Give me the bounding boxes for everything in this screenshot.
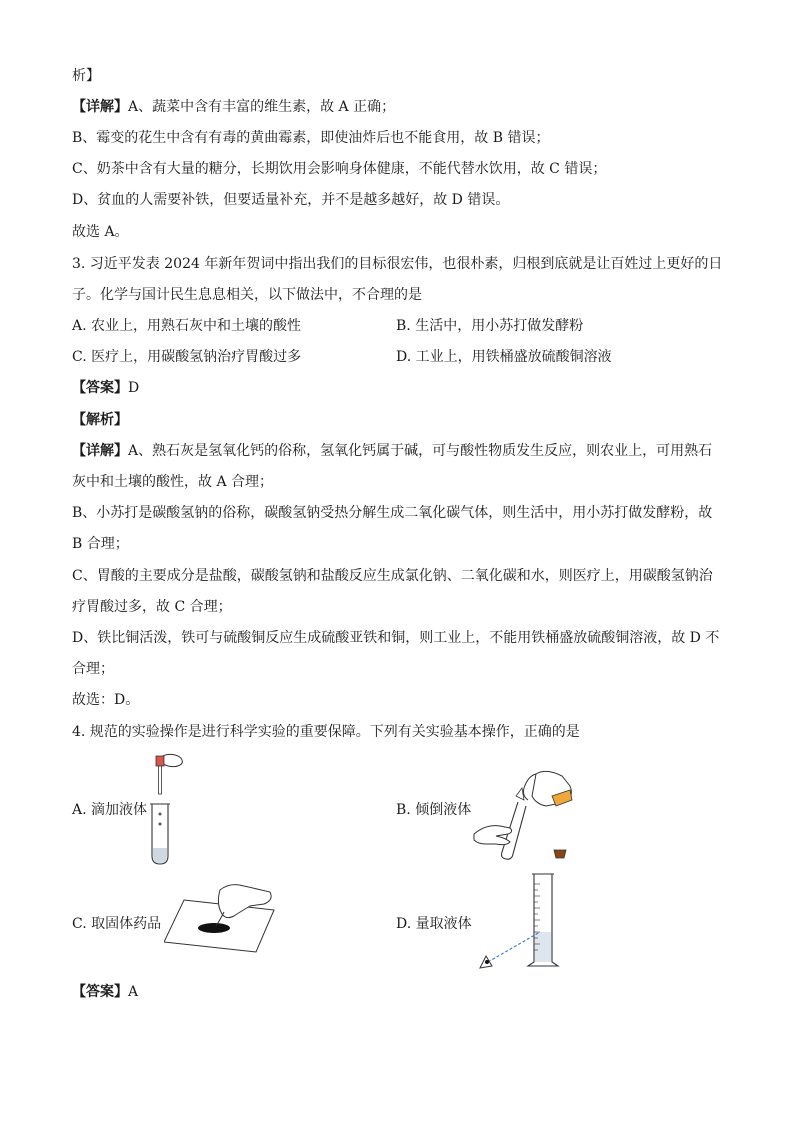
q4-option-c: C. 取固体药品	[72, 916, 162, 932]
q3-detail-c1: C、胃酸的主要成分是盐酸，碳酸氢钠和盐酸反应生成氯化钠、二氧化碳和水，则医疗上，用碳酸氢钠治	[72, 568, 713, 584]
q2-detail-c: C、奶茶中含有大量的糖分，长期饮用会影响身体健康，不能代替水饮用，故 C 错误；	[72, 161, 607, 177]
q2-detail-a	[72, 97, 395, 117]
q3-option-c: C. 医疗上，用碳酸氢钠治疗胃酸过多	[72, 349, 302, 365]
q3-detail-a2: 灰中和土壤的酸性，故 A 合理；	[72, 474, 274, 490]
q4-answer	[72, 982, 138, 1002]
q3-stem-line1: 3. 习近平发表 2024 年新年贺词中指出我们的目标很宏伟，也很朴素，归根到底就是让百姓过上更好的日	[72, 256, 723, 272]
q3-answer	[72, 378, 139, 398]
q3-detail-b2: B 合理；	[72, 536, 129, 552]
q2-detail-a-text: A、蔬菜中含有丰富的维生素，故 A 正确；	[128, 99, 396, 115]
detail-tag: 【详解】	[72, 99, 128, 115]
q3-detail-c2: 疗胃酸过多，故 C 合理；	[72, 599, 232, 615]
detail-tag: 【详解】	[72, 443, 128, 459]
q4-option-a: A. 滴加液体	[72, 802, 148, 818]
q3-detail-a1	[72, 441, 712, 461]
q2-analysis-tail: 析】	[72, 68, 100, 84]
q3-answer-value: D	[128, 380, 140, 396]
q4-stem: 4. 规范的实验操作是进行科学实验的重要保障。下列有关实验基本操作，正确的是	[72, 724, 580, 740]
q2-detail-d: D、贫血的人需要补铁，但要适量补充，并不是越多越好，故 D 错误。	[72, 192, 510, 208]
pouring-liquid-figure	[466, 766, 586, 862]
q4-option-d: D. 量取液体	[396, 916, 472, 932]
q4-option-b: B. 倾倒液体	[396, 802, 472, 818]
q3-option-d: D. 工业上，用铁桶盛放硫酸铜溶液	[396, 349, 612, 365]
q3-option-a: A. 农业上，用熟石灰中和土壤的酸性	[72, 318, 302, 334]
graduated-cylinder-figure	[476, 870, 566, 974]
q3-stem-line2: 子。化学与国计民生息息相关，以下做法中，不合理的是	[72, 287, 422, 303]
analysis-tag: 【解析】	[72, 412, 128, 428]
q2-detail-b: B、霉变的花生中含有有毒的黄曲霉素，即使油炸后也不能食用，故 B 错误；	[72, 130, 550, 146]
q3-detail-b1: B、小苏打是碳酸氢钠的俗称，碳酸氢钠受热分解生成二氧化碳气体，则生活中，用小苏打做发酵粉，故	[72, 505, 713, 521]
q3-analysis-tag	[72, 410, 128, 430]
q3-detail-d2: 合理；	[72, 661, 114, 677]
q3-detail-d1: D、铁比铜活泼，铁可与硫酸铜反应生成硫酸亚铁和铜，则工业上，不能用铁桶盛放硫酸铜溶液，故 D 不	[72, 630, 720, 646]
q3-choose: 故选：D。	[72, 692, 140, 708]
answer-tag: 【答案】	[72, 984, 128, 1000]
answer-tag: 【答案】	[72, 380, 128, 396]
q4-answer-value: A	[128, 984, 139, 1000]
q3-detail-a1-text: A、熟石灰是氢氧化钙的俗称，氢氧化钙属于碱，可与酸性物质发生反应，则农业上，可用熟石	[128, 443, 713, 459]
solid-reagent-figure	[164, 882, 276, 954]
q2-choose: 故选 A。	[72, 224, 129, 240]
q3-option-b: B. 生活中，用小苏打做发酵粉	[396, 318, 584, 334]
